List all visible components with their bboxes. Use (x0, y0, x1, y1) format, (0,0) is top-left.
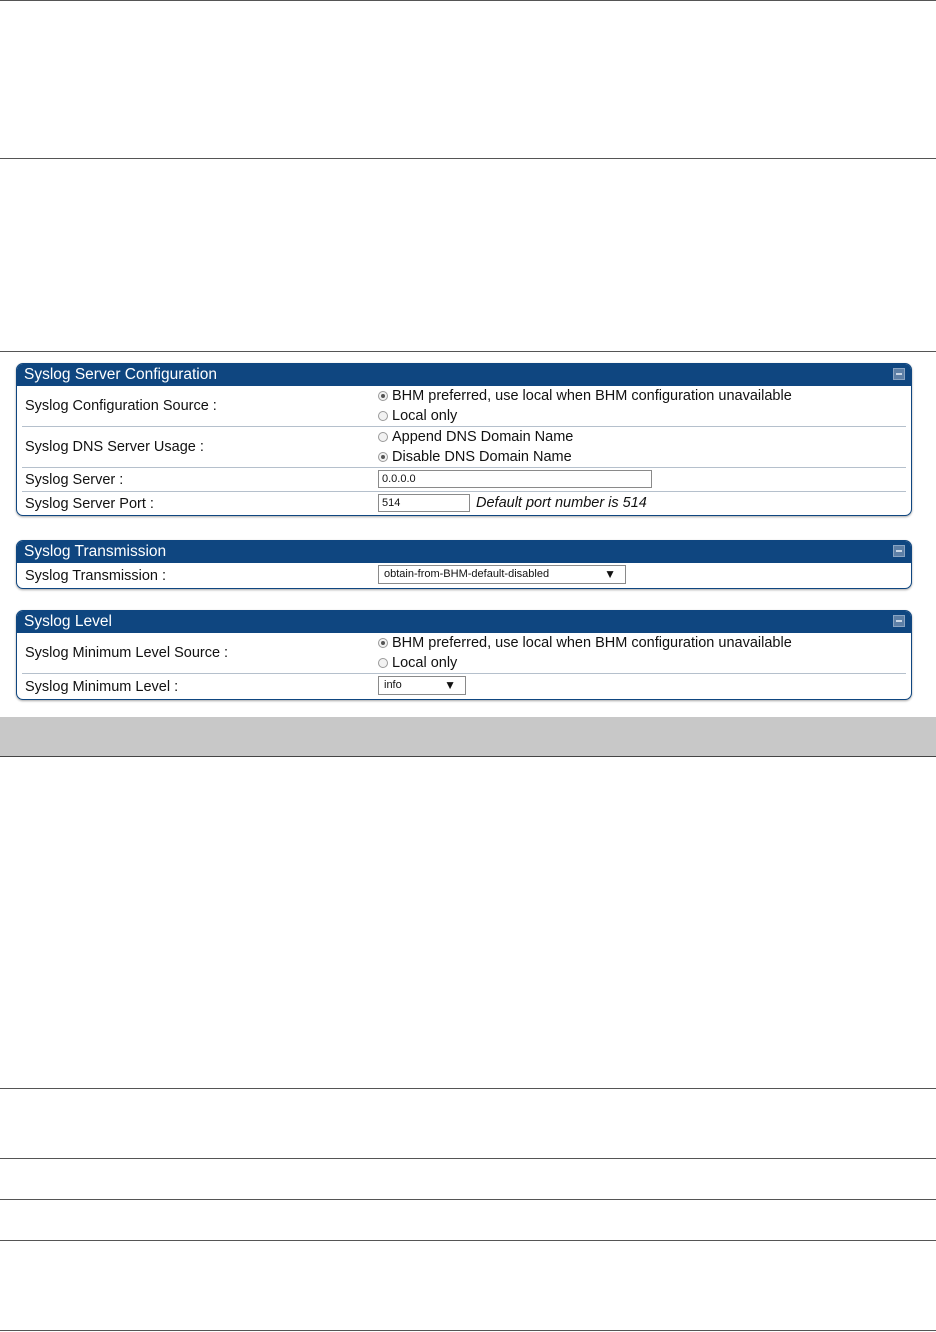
collapse-icon[interactable] (893, 368, 905, 380)
collapse-icon[interactable] (893, 615, 905, 627)
level-source-options (378, 633, 792, 673)
panel-title: Syslog Server Configuration (24, 366, 217, 383)
divider (0, 1158, 936, 1159)
dropdown-arrow-icon: ▼ (604, 567, 616, 581)
divider (0, 1330, 936, 1331)
syslog-level-panel (16, 610, 912, 700)
transmission-select[interactable]: obtain-from-BHM-default-disabled ▼ (378, 565, 626, 584)
panel-header (17, 611, 911, 633)
divider (0, 158, 936, 159)
panel-header (17, 541, 911, 563)
collapse-icon[interactable] (893, 545, 905, 557)
radio-selected-icon[interactable] (378, 452, 388, 462)
dns-usage-label: Syslog DNS Server Usage : (25, 439, 204, 455)
radio-icon[interactable] (378, 432, 388, 442)
minimum-level-row (22, 674, 906, 699)
config-source-options (378, 386, 792, 426)
syslog-port-input[interactable] (378, 494, 470, 512)
dropdown-arrow-icon: ▼ (444, 678, 456, 692)
dns-usage-options (378, 427, 573, 467)
level-source-label: Syslog Minimum Level Source : (25, 645, 229, 661)
transmission-row (22, 563, 906, 588)
level-source-option-local[interactable]: Local only (378, 653, 792, 673)
radio-icon[interactable] (378, 658, 388, 668)
config-source-label: Syslog Configuration Source : (25, 398, 217, 414)
syslog-server-label: Syslog Server : (25, 471, 124, 488)
config-source-option-bhm[interactable]: BHM preferred, use local when BHM configuration unavailable (378, 386, 792, 406)
divider (0, 1199, 936, 1200)
dns-usage-row (22, 427, 906, 468)
port-hint: Default port number is 514 (476, 495, 647, 511)
transmission-label: Syslog Transmission : (25, 567, 167, 584)
gray-band (0, 717, 936, 757)
config-source-row (22, 386, 906, 427)
syslog-server-configuration-panel (16, 363, 912, 516)
divider (0, 1088, 936, 1089)
divider (0, 1240, 936, 1241)
panel-title: Syslog Transmission (24, 543, 167, 560)
panel-header (17, 364, 911, 386)
syslog-port-row (22, 492, 906, 515)
divider (0, 0, 936, 1)
syslog-server-input[interactable] (378, 470, 652, 488)
dns-usage-option-append[interactable]: Append DNS Domain Name (378, 427, 573, 447)
syslog-port-label: Syslog Server Port : (25, 495, 154, 512)
radio-selected-icon[interactable] (378, 391, 388, 401)
minimum-level-select[interactable]: info ▼ (378, 676, 466, 695)
radio-icon[interactable] (378, 411, 388, 421)
syslog-transmission-panel (16, 540, 912, 589)
minimum-level-label: Syslog Minimum Level : (25, 678, 179, 695)
radio-selected-icon[interactable] (378, 638, 388, 648)
level-source-row (22, 633, 906, 674)
panel-title: Syslog Level (24, 613, 112, 630)
config-source-option-local[interactable]: Local only (378, 406, 792, 426)
syslog-server-row (22, 468, 906, 492)
level-source-option-bhm[interactable]: BHM preferred, use local when BHM configuration unavailable (378, 633, 792, 653)
divider (0, 351, 936, 352)
dns-usage-option-disable[interactable]: Disable DNS Domain Name (378, 447, 573, 467)
